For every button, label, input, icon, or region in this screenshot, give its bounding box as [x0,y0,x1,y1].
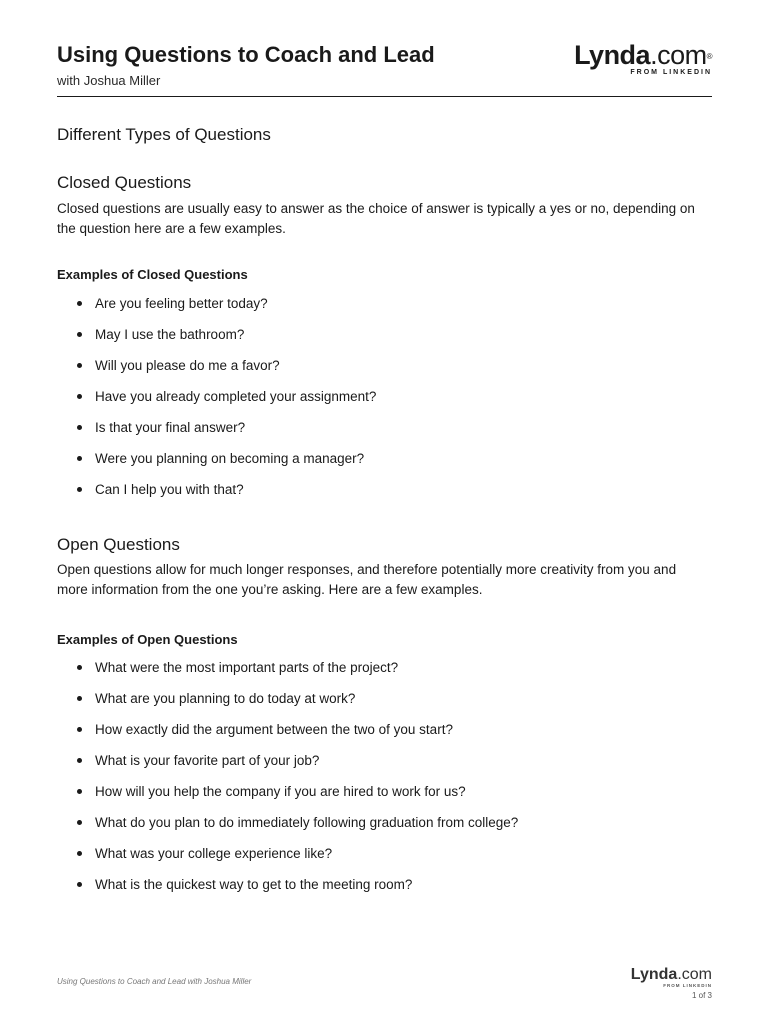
list-item-text: Have you already completed your assignment? [95,389,377,404]
list-item [77,388,376,419]
footer-course-title: Using Questions to Coach and Lead with Joshua Miller [57,977,252,986]
closed-questions-description: Closed questions are usually easy to answer as the choice of answer is typically a yes or no, depending on the question here are a few examples. [57,201,695,236]
document-subtitle: with Joshua Miller [57,73,161,88]
list-item [77,450,376,481]
list-item-text: What do you plan to do immediately following graduation from college? [95,815,519,830]
closed-questions-list [77,295,376,512]
bullet-icon [77,363,82,368]
list-item [77,845,518,876]
main-section-title: Different Types of Questions [57,125,271,144]
list-item [77,721,518,752]
bullet-icon [77,487,82,492]
open-examples-heading: Examples of Open Questions [57,632,238,647]
open-questions-list [77,659,518,907]
list-item-text: How exactly did the argument between the two of you start? [95,722,453,737]
bullet-icon [77,425,82,430]
logo-tld: .com [650,40,707,70]
list-item [77,481,376,512]
list-item [77,326,376,357]
list-item-text: Were you planning on becoming a manager? [95,451,365,466]
document-title: Using Questions to Coach and Lead [57,42,435,67]
logo-wordmark [574,40,712,70]
bullet-icon [77,665,82,670]
closed-questions-title: Closed Questions [57,173,192,192]
footer-logo-tld: .com [677,966,712,983]
list-item [77,690,518,721]
list-item-text: Can I help you with that? [95,482,244,497]
list-item [77,357,376,388]
list-item [77,752,518,783]
bullet-icon [77,758,82,763]
list-item-text: What was your college experience like? [95,846,333,861]
list-item [77,876,518,907]
bullet-icon [77,696,82,701]
bullet-icon [77,820,82,825]
list-item-text: What were the most important parts of the project? [95,660,399,675]
footer-logo-brand: Lynda [630,966,678,983]
bullet-icon [77,882,82,887]
footer-logo-wordmark [631,966,712,984]
footer-logo-tagline: FROM LINKEDIN [663,983,712,988]
list-item-text: What is the quickest way to get to the meeting room? [95,877,413,892]
list-item [77,659,518,690]
list-item-text: What are you planning to do today at work? [95,691,356,706]
list-item-text: Will you please do me a favor? [95,358,280,373]
logo-registered-mark: ® [706,52,712,61]
logo-tagline: FROM LINKEDIN [630,69,712,76]
bullet-icon [77,456,82,461]
bullet-icon [77,301,82,306]
bullet-icon [77,394,82,399]
footer-lynda-logo [622,966,712,990]
page-header [57,40,712,97]
bullet-icon [77,727,82,732]
open-questions-title: Open Questions [57,535,180,554]
list-item-text: Is that your final answer? [95,420,246,435]
bullet-icon [77,851,82,856]
bullet-icon [77,789,82,794]
lynda-logo [572,40,712,80]
list-item [77,783,518,814]
closed-examples-heading: Examples of Closed Questions [57,267,248,282]
list-item [77,295,376,326]
logo-brand: Lynda [574,40,651,70]
list-item [77,419,376,450]
bullet-icon [77,332,82,337]
list-item-text: How will you help the company if you are hired to work for us? [95,784,466,799]
list-item-text: What is your favorite part of your job? [95,753,320,768]
list-item [77,814,518,845]
page-number: 1 of 3 [691,991,712,1000]
list-item-text: May I use the bathroom? [95,327,245,342]
list-item-text: Are you feeling better today? [95,296,268,311]
open-questions-description: Open questions allow for much longer responses, and therefore potentially more creativity from you and more information from the one you’re asking. Here are a few examples. [57,562,677,597]
